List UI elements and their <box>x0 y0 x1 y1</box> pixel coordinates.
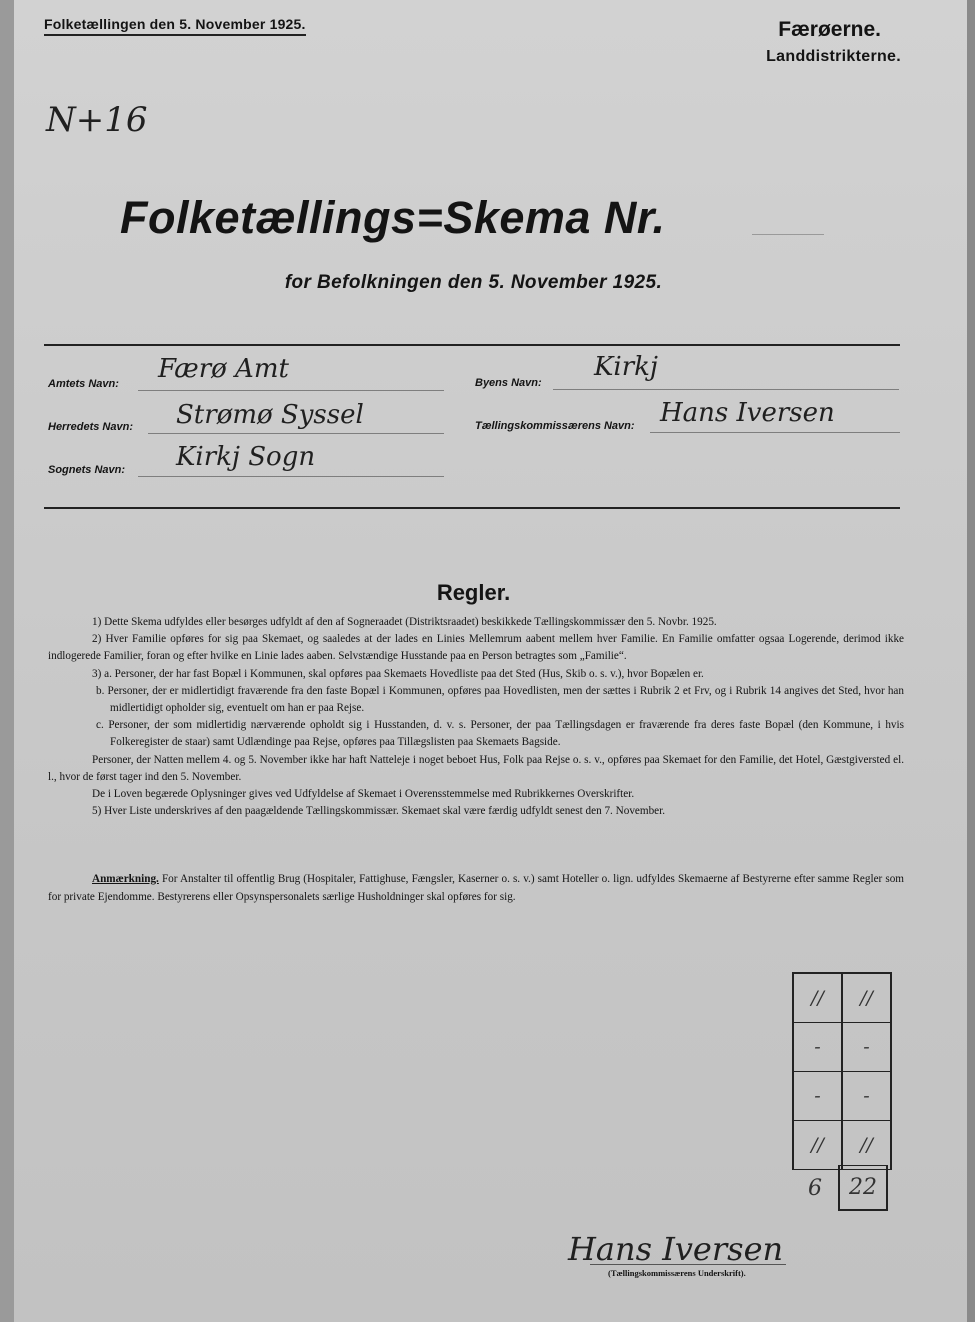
tally-totals <box>792 1165 888 1211</box>
signature-line <box>590 1264 786 1265</box>
kommissaer-label: Tællingskommissærens Navn: <box>475 420 635 432</box>
tally-table <box>792 972 892 1170</box>
scan-edge-left <box>0 0 14 1322</box>
rule-3b: b. Personer, der er midlertidigt fraværende fra den faste Bopæl i Kommunen, opføres paa Hovedlisten, men der sættes i Rubrik 2 et Frv, og i Rubrik 14 angives det Sted, hvor han midlertidigt opholder sig, eventuelt om han er paa Rejse. <box>96 684 904 715</box>
amt-value: Færø Amt <box>158 354 289 384</box>
region-header: Færøerne. <box>778 18 881 41</box>
scan-edge-right <box>967 0 975 1322</box>
herred-line <box>148 433 444 434</box>
by-label: Byens Navn: <box>475 377 542 389</box>
kommissaer-value: Hans Iversen <box>660 398 835 428</box>
form-subtitle: for Befolkningen den 5. November 1925. <box>284 272 663 293</box>
rule-3a: 3) a. Personer, der har fast Bopæl i Kommunen, skal opføres paa Skemaets Hovedliste paa det Sted (Hus, Skib o. s. v.), hvor Bopælen er. <box>92 667 704 680</box>
total-families: 6 <box>808 1175 822 1201</box>
tally-cell: // <box>811 987 824 1009</box>
sogn-line <box>138 476 444 477</box>
tally-cell: - <box>814 1085 821 1107</box>
rule-3c: c. Personer, der som midlertidig nærværende opholdt sig i Husstanden, d. v. s. Personer, der paa Tællingsdagen er fraværende fra deres faste Bopæl (den Kommune, i hvis Folkeregister de staar) samt Udlændinge paa Rejse, opføres paa Tillægslisten paa Skemaets Bagside. <box>96 719 904 749</box>
herred-label: Herredets Navn: <box>48 421 133 433</box>
handwritten-number: N+16 <box>46 100 148 140</box>
rule-4: De i Loven begærede Oplysninger gives ved Udfyldelse af Skemaet i Overensstemmelse med Rubrikkernes Overskrifter. <box>92 788 635 801</box>
rule-2: 2) Hver Familie opføres for sig paa Skemaet, og saaledes at der lades en Linies Mellemrum aabent mellem hver Familie. En Familie omfatter ogsaa Logerende, derimod ikke indlogerede Familier, foran og efter hvilke en Linie lades aaben. Selvstændige Husstande paa en Person betragtes som „Familie“. <box>48 633 904 663</box>
total-persons: 22 <box>838 1165 888 1211</box>
tally-cell: // <box>811 1134 824 1156</box>
amt-line <box>138 390 444 391</box>
district-header: Landdistrikterne. <box>766 48 901 65</box>
tally-cell: // <box>841 1121 890 1169</box>
tally-cell: - <box>841 1072 890 1120</box>
rules-title: Regler. <box>436 580 511 605</box>
divider-top <box>44 344 900 346</box>
rule-5: 5) Hver Liste underskrives af den paagældende Tællingskommissær. Skemaet skal være færdig udfyldt senest den 7. November. <box>92 805 666 818</box>
form-title: Folketællings=Skema Nr. <box>120 192 666 243</box>
rule-1: 1) Dette Skema udfyldes eller besørges udfyldt af den af Sogneraadet (Distriktsraadet) beskikkede Tællingskommissær den 5. Novbr. 1925. <box>92 616 717 628</box>
divider-bottom <box>44 507 900 509</box>
census-date-header: Folketællingen den 5. November 1925. <box>44 16 306 36</box>
herred-value: Strømø Syssel <box>176 400 364 430</box>
rules-list <box>48 614 904 820</box>
tally-cell: - <box>814 1036 821 1058</box>
by-value: Kirkj <box>594 352 658 382</box>
tally-row <box>794 1121 890 1170</box>
signature-caption: (Tællingskommissærens Underskrift). <box>608 1268 746 1278</box>
rule-3d: Personer, der Natten mellem 4. og 5. November ikke har haft Natteleje i noget beboet Hus, Folk paa Rejse o. s. v., opføres paa Skemaet for den Familie, det Hotel, Gæstgiversted el. l., hvor de først tager ind den 5. November. <box>48 753 904 783</box>
tally-row <box>794 1072 890 1121</box>
tally-row <box>794 1023 890 1072</box>
amt-label: Amtets Navn: <box>48 378 119 390</box>
tally-cell: - <box>841 1023 890 1071</box>
tally-row <box>794 974 890 1023</box>
by-line <box>553 389 899 390</box>
sogn-label: Sognets Navn: <box>48 464 126 476</box>
commissioner-signature: Hans Iversen <box>568 1230 784 1268</box>
anmaerkning-text: For Anstalter til offentlig Brug (Hospitaler, Fattighuse, Fængsler, Kaserner o. s. v.) samt Hoteller o. lign. udfyldes Skemaerne af Bestyrerne efter samme Regler som for private Ejendomme. Bestyrerens eller Opsynspersonalets særlige Husholdninger skal opføres for sig. <box>48 873 905 903</box>
kommissaer-line <box>650 432 900 433</box>
anmaerkning-note <box>48 870 904 906</box>
anmaerkning-lead: Anmærkning. <box>92 873 159 885</box>
sogn-value: Kirkj Sogn <box>176 442 316 472</box>
title-number-line <box>752 234 824 235</box>
tally-cell: // <box>841 974 890 1022</box>
